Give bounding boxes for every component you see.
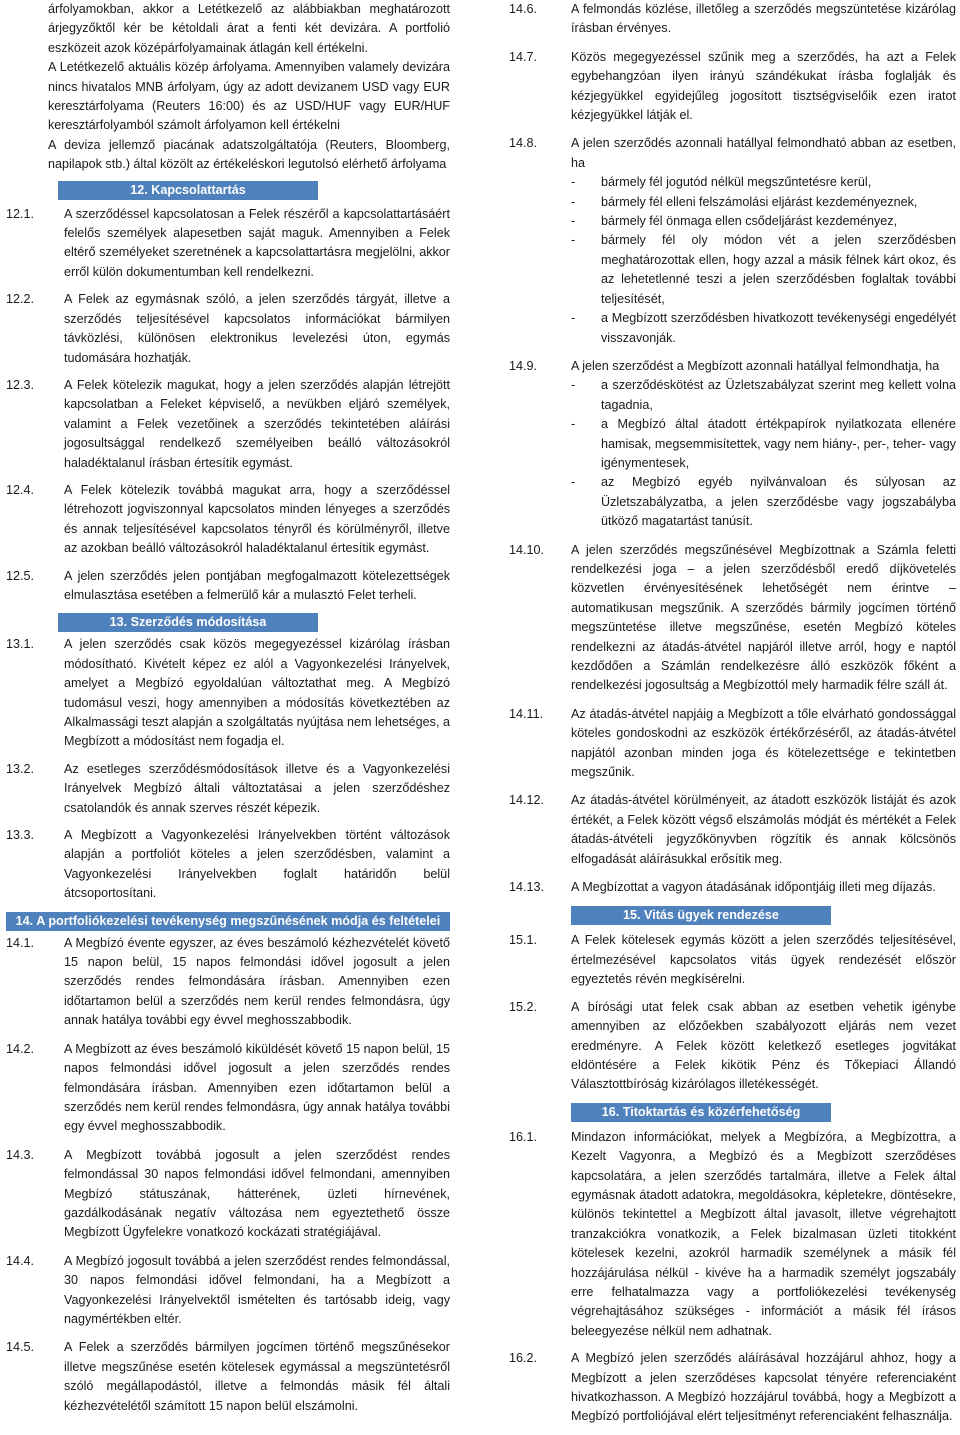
clause-text: A felmondás közlése, illetőleg a szerződés megszüntetése kizárólag írásban érvényes. [571,2,956,36]
bullet-item [571,473,956,531]
section-16 [509,1128,956,1427]
clause-text: A Megbízott a Vagyonkezelési Irányelvekben történt változások alapján a portfoliót köteles a jelen szerződésben, valamint a Vagyonkezelési Irányelvekben foglalt határidőn belül átcsoportosítani. [64,828,450,901]
bullet-text: a szerződéskötést az Üzletszabályzat szerint meg kellett volna tagadnia, [601,378,956,412]
clause-body [571,357,956,532]
clause-body [64,1252,450,1330]
bullet-text: bármely fél elleni felszámolási eljárást kezdeményeznek, [601,194,918,209]
clause-number: 14.12. [509,793,545,808]
clause-16-1 [509,1128,956,1341]
clause-12-4 [6,481,450,559]
clause-body [64,1146,450,1243]
clause-number: 15.1. [509,933,538,948]
clause-body [571,791,956,869]
clause-text: A jelen szerződés megszűnésével Megbízottnak a Számla feletti rendelkezési joga – a jelen szerződésből eredő díjkövetelés közvetlen érvényesítésének lehetőségét nem érintve – automatikusan megszűnik. A szerződés bármily jogcímen történő megszüntetése illetve megszűnése, esetén Megbízó köteles rendelkezni az átadás-átvétel napjáról illetve arról, hogy e naptól kezdődően a Számlán rendelkezésre álló eszközök főként a rendelkezési jogosultság a Megbízottól mely harmadik félre száll át. [571,542,956,693]
clause-number: 14.8. [509,136,538,151]
clause-text: A Felek kötelezik továbbá magukat arra, hogy a szerződéssel létrehozott jogviszonnyal kapcsolatos minden lényeges a szerződés és annak teljesítésével kapcsolatos tényről és körülményről, illetve az azokban beálló változásokról haladéktalanul értesítik egymást. [64,482,450,556]
clause-text: A Felek a szerződés bármilyen jogcímen történő megszűnésekor illetve megszűnése esetén kötelesek egymással a megszüntetésről szóló megállapodástól, illetve a felmondás másik fél általi kézhezvételétől számított 15 napon belül elszámolni. [64,1340,450,1413]
section-14-right [509,0,956,897]
bullet-item [571,173,956,192]
bullet-text: bármely fél önmaga ellen csődeljárást kezdeményez, [601,214,898,229]
clause-14-3 [6,1146,450,1243]
bullet-item [571,212,956,231]
clause-body [64,1040,450,1137]
section-heading-14: 14. A portfoliókezelési tevékenység megszűnésének módja és feltételei [6,912,450,931]
clause-text: Az esetleges szerződésmódosítások illetve és a Vagyonkezelési Irányelvek Megbízó általi változtatásai a jelen szerződéshez csatolandók és annak szerves részét képezik. [64,761,450,815]
bullet-text: bármely fél jogutód nélkül megszűntetésre kerül, [601,175,872,190]
clause-text: Az átadás-átvétel napjáig a Megbízott a tőle elvárható gondossággal köteles gondoskodni az eszközök értékőrzéséről, az átadás-átvétel napjától azonban minden joga és kötelezettsége e tekintetben megszűnik. [571,706,956,780]
right-column [509,0,956,1435]
clause-text: A jelen szerződést a Megbízott azonnali hatállyal felmondhatja, ha [571,358,940,373]
section-14-left [6,934,450,1416]
clause-number: 12.3. [6,377,35,392]
clause-14-6 [509,0,956,39]
clause-13-3 [6,826,450,904]
clause-number: 16.2. [509,1351,538,1366]
clause-body [64,760,450,818]
clause-text: A jelen szerződés azonnali hatállyal felmondható abban az esetben, ha [571,136,956,170]
clause-body [64,934,450,1031]
valuation-intro [6,0,450,175]
clause-body [64,290,450,368]
clause-13-1 [6,635,450,751]
clause-number: 14.1. [6,935,35,950]
clause-text: Az átadás-átvétel körülményeit, az átadott eszközök listáját és azok értékét, a Felek között végső elszámolás módját és mértékét a Felek átadás-átvételi jegyzőkönyvben rögzítik és annak kölcsönös elfogadását aláírásukkal erősítik meg. [571,793,956,866]
clause-12-2 [6,290,450,368]
clause-15-1 [509,931,956,989]
clause-number: 14.13. [509,880,545,895]
clause-body [571,134,956,347]
clause-text: Mindazon információkat, melyek a Megbízóra, a Megbízottra, a Kezelt Vagyonra, a Megbízó és a Megbízott szerződéses kapcsolatára, a jelen szerződés tartalmára, illetve a Felek által egymásnak átadott adatokra, megoldásokra, képletekre, döntésekre, különös tekintettel a Megbízott által javasolt, illetve végrehajtott tranzakciókra vonatkozik, a Felek bizalmasan üzleti titokként kötelesek kezelni, azokról harmadik személynek a másik fél hozzájárulása nélkül - kivéve ha a harmadik személyt jogszabály erre felhatalmazza vagy a portfoliókezelési tevékenység végrehajtásához szükséges - információt a másik fél írásos beleegyezése nélkül nem adhatnak. [571,1129,956,1338]
clause-14-1 [6,934,450,1031]
intro-paragraph-2: A Letétkezelő aktuális közép árfolyama. Amennyiben valamely devizára nincs hivatalos MNB árfolyam, úgy az adott devizanem USD vagy EUR keresztárfolyama (Reuters 16:00) és az USD/HUF vagy EUR/HUF keresztárfolyamból számolt árfolyamon kell értékelni [48,60,450,133]
bullet-dash: - [571,233,576,248]
clause-number: 14.4. [6,1253,35,1268]
clause-number: 15.2. [509,999,538,1014]
clause-body [571,878,956,897]
section-heading-16: 16. Titoktartás és közérfehetőség [571,1103,831,1122]
clause-body [571,998,956,1095]
clause-number: 14.2. [6,1041,35,1056]
clause-number: 12.4. [6,482,35,497]
clause-12-5 [6,567,450,606]
bullet-item [571,309,956,348]
bullet-dash: - [571,175,576,190]
clause-body [64,826,450,904]
left-column [6,0,450,1425]
bullet-dash: - [571,194,576,209]
clause-14-13 [509,878,956,897]
clause-text: A Megbízott az éves beszámoló kiküldését követő 15 napon belül, 15 napos felmondási idővel jogosult a jelen szerződés rendes felmondására írásban. Amennyiben ezen időtartamon belül a szerződés nem kerül rendes felmondásra, úgy annak hatálya további egy évvel meghosszabbodik. [64,1041,450,1134]
clause-body [571,1128,956,1341]
clause-number: 13.3. [6,828,35,843]
clause-body [571,0,956,39]
clause-text: A Megbízó évente egyszer, az éves beszámoló kézhezvételét követő 15 napon belül, 15 napos felmondási idővel jogosult a jelen szerződés rendes felmondására írásban. Amennyiben ezen időtartamon belül a szerződés nem kerül rendes felmondásra, úgy annak hatálya további egy évvel meghosszabbodik. [64,935,450,1028]
intro-paragraph-1: árfolyamokban, akkor a Letétkezelő az alábbiakban meghatározott árjegyzőktől kér be kétoldali árat a fenti két devizára. A portfolió eszközeit azok középárfolyamainak átlagán kell értékelni. [48,2,450,55]
clause-text: A jelen szerződés csak közös megegyezéssel kizárólag írásban módosítható. Kivételt képez ez alól a Vagyonkezelési Irányelvek, amelyet a Megbízó egyoldalúan változtathat meg. A Megbízó tudomásul veszi, hogy amennyiben a módosítás következtében az Alkalmassági teszt alapján a szolgáltatás nyújtása nem lehetséges, a Megbízott a módosítást nem fogadja el. [64,637,450,749]
bullet-item [571,376,956,415]
clause-text: A bírósági utat felek csak abban az esetben vehetik igénybe amennyiben az előzőekben szabályozott eljárás nem vezet eredményre. A Felek között keletkező esetleges jogvitákat eldöntésére a Felek kikötik Pénz és Tőkepiaci Állandó Választottbíróság kizárólagos illetékességét. [571,999,956,1092]
clause-number: 12.1. [6,206,35,221]
clause-body [571,541,956,696]
bullet-item [571,231,956,309]
clause-number: 13.1. [6,637,35,652]
clause-body [64,205,450,283]
clause-number: 16.1. [509,1129,538,1144]
clause-14-7 [509,48,956,126]
bullet-text: a Megbízó által átadott értékpapírok nyilatkozata ellenére hamisak, megsemmisítettek, vagy nem hiány-, per-, teher- vagy igénymentesek, [601,417,956,470]
clause-14-2 [6,1040,450,1137]
clause-text: A Megbízottat a vagyon átadásának időpontjáig illeti meg díjazás. [571,880,936,895]
clause-14-10 [509,541,956,696]
clause-12-1 [6,205,450,283]
section-12 [6,205,450,606]
bullet-dash: - [571,311,576,326]
bullet-dash: - [571,378,576,393]
bullet-dash: - [571,417,576,432]
clause-16-2 [509,1349,956,1427]
clause-13-2 [6,760,450,818]
clause-12-3 [6,376,450,473]
clause-14-8 [509,134,956,347]
clause-14-9 [509,357,956,532]
clause-14-5 [6,1338,450,1416]
clause-body [64,635,450,751]
clause-number: 14.7. [509,49,538,64]
clause-number: 14.10. [509,542,545,557]
clause-number: 12.5. [6,568,35,583]
clause-text: A Felek az egymásnak szóló, a jelen szerződés tárgyát, illetve a szerződés teljesítésével kapcsolatos információkat bármilyen távközlési, különösen elektronikus levelezési úton, egymás tudomására hozhatják. [64,292,450,365]
section-heading-13: 13. Szerződés módosítása [58,613,318,632]
clause-body [64,1338,450,1416]
clause-text: A szerződéssel kapcsolatosan a Felek részéről a kapcsolattartásáért felelős személyek alapesetben saját maguk. Amennyiben a Felek eltérő személyeket szeretnének a kapcsolattartásra megjelölni, akkor erről külön dokumentumban kell rendelkezni. [64,206,450,279]
bullet-text: az Megbízó egyéb nyilvánvaloan és súlyosan az Üzletszabályzatba, a jelen szerződésbe vagy jogszabályba ütköző magatartást tanúsít. [601,475,956,529]
clause-14-4 [6,1252,450,1330]
clause-number: 14.9. [509,358,538,373]
clause-number: 14.5. [6,1340,35,1355]
clause-number: 14.11. [509,706,544,721]
clause-body [571,931,956,989]
clause-number: 14.6. [509,2,538,16]
bullet-item [571,193,956,212]
clause-number: 14.3. [6,1147,35,1162]
clause-body [64,481,450,559]
clause-body [571,48,956,126]
section-heading-15: 15. Vitás ügyek rendezése [571,906,831,925]
bullet-item [571,415,956,473]
clause-text: Közös megegyezéssel szűnik meg a szerződés, ha azt a Felek egybehangzóan ilyen irányú szándékukat írásba foglalják és kézjegyükkel egyidejűleg jogosított tisztségviselőik ezen iratot kézjegyükkel látják el. [571,49,956,123]
clause-text: A Felek kötelesek egymás között a jelen szerződés teljesítésével, értelmezésével kapcsolatos vitás ügyek rendezését először egyeztetés révén megkísérelni. [571,933,956,987]
clause-text: A Megbízott továbbá jogosult a jelen szerződést rendes felmondással 30 napos felmondási idővel felmondani, amennyiben Megbízó státuszának, hátterének, üzleti hírnevének, gazdálkodásának negatív változása nem egyeztethető össze Megbízott Ügyfelekre vonatkozó kockázati stratégiájával. [64,1147,450,1240]
clause-14-11 [509,705,956,783]
clause-body [64,376,450,473]
section-15 [509,931,956,1094]
bullet-text: a Megbízott szerződésben hivatkozott tevékenységi engedélyét visszavonják. [601,311,956,345]
clause-14-12 [509,791,956,869]
clause-text: A Megbízó jelen szerződés aláírásával hozzájárul ahhoz, hogy a Megbízott a jelen szerződéses kapcsolat tényére referenciaként hivatkozhasson. A Megbízó hozzájárul továbbá, hogy a Megbízott a Megbízó portfoliójával elért teljesítményt referenciaként felhasználja. [571,1351,956,1424]
clause-number: 13.2. [6,761,35,776]
bullet-dash: - [571,475,576,490]
section-heading-12: 12. Kapcsolattartás [58,181,318,200]
clause-body [571,705,956,783]
clause-text: A Felek kötelezik magukat, hogy a jelen szerződés alapján létrejött kapcsolatban a Feleket képviselő, a nevükben eljáró személyek, valamint a Felek vezetőinek a szerződés tekintetében aláírási jogosultsággal rendelkező személyeiben beálló változásokról haladéktalanul írásban értesítik egymást. [64,377,450,470]
clause-body [64,567,450,606]
bullet-dash: - [571,214,576,229]
clause-number: 12.2. [6,292,35,307]
clause-text: A Megbízó jogosult továbbá a jelen szerződést rendes felmondással, 30 napos felmondási idővel felmondani, ha a Megbízott a Vagyonkezelési Irányelvektől ismételten és tartósabb ideig, vagy nagymértékben eltér. [64,1253,450,1326]
clause-body [571,1349,956,1427]
clause-text: A jelen szerződés jelen pontjában megfogalmazott kötelezettségek elmulasztása esetében a felmerülő kár a mulasztó Felet terheli. [64,568,450,602]
intro-paragraph-3: A deviza jellemző piacának adatszolgáltatója (Reuters, Bloomberg, napilapok stb.) által közölt az értékeléskori legutolsó elérhető árfolyama [48,137,450,172]
clause-15-2 [509,998,956,1095]
bullet-text: bármely fél oly módon vét a jelen szerződésben meghatározottak ellen, hogy azzal a másik félnek kárt okoz, és az lehetetlenné teszi a jelen szerződésben foglaltak további teljesítését, [601,233,956,306]
section-13 [6,635,450,903]
